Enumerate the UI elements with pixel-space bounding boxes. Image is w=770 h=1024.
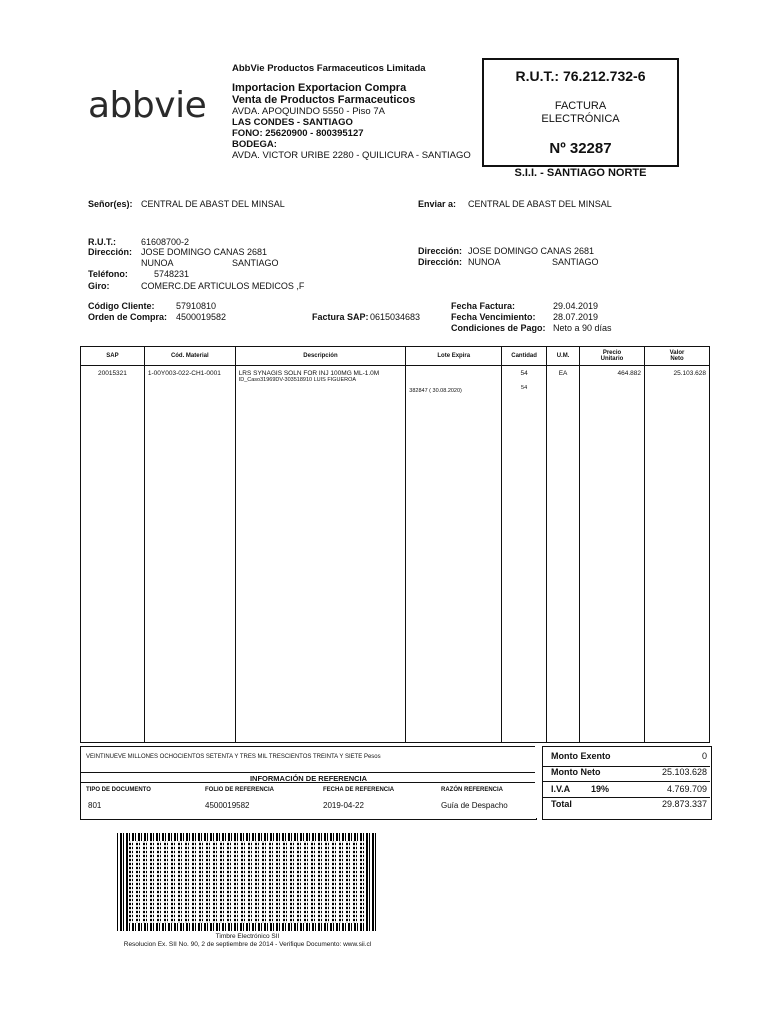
- client-city: SANTIAGO: [232, 258, 279, 268]
- issuer-activity-1: Importacion Exportacion Compra: [232, 82, 407, 94]
- col-header-sap: SAP: [81, 347, 145, 366]
- ship-comuna: NUNOA: [468, 257, 501, 267]
- issuer-phone: FONO: 25620900 - 800395127: [232, 128, 364, 139]
- amount-reference-box: [80, 746, 537, 820]
- issuer-rut: R.U.T.: 76.212.732-6: [515, 68, 646, 84]
- invoice-date-label: Fecha Factura:: [451, 301, 516, 311]
- total-row: [551, 799, 707, 809]
- ship-address2-label: Dirección:: [418, 257, 463, 267]
- client-rut-label: R.U.T.:: [88, 237, 116, 247]
- purchase-order-label: Orden de Compra:: [88, 312, 168, 322]
- ref-folio: 4500019582: [205, 801, 250, 810]
- client-code-label: Código Cliente:: [88, 301, 155, 311]
- issuer-city: LAS CONDES - SANTIAGO: [232, 117, 353, 128]
- net-value: 25.103.628: [661, 767, 707, 777]
- quantity-value-2: 54: [521, 385, 528, 391]
- col-header-description: Descripción: [235, 347, 406, 366]
- vat-label: I.V.A: [551, 784, 571, 794]
- client-address-label: Dirección:: [88, 247, 133, 257]
- ship-address-label: Dirección:: [418, 246, 463, 256]
- description-line-2: ID_Caso31969DV-303518910 LUIS FIGUEROA: [238, 377, 357, 383]
- net-row: [551, 767, 707, 777]
- issuer-activity-2: Venta de Productos Farmaceuticos: [232, 94, 416, 106]
- client-comuna: NUNOA: [141, 258, 174, 268]
- issuer-address: AVDA. APOQUINDO 5550 - Piso 7A: [232, 106, 385, 117]
- document-type-line-1: FACTURA: [554, 100, 607, 112]
- senor-value: CENTRAL DE ABAST DEL MINSAL: [141, 199, 285, 209]
- ref-header-folio: FOLIO DE REFERENCIA: [205, 787, 275, 793]
- client-rut-value: 61608700-2: [141, 237, 190, 247]
- payment-terms-value: Neto a 90 días: [553, 323, 612, 333]
- vat-value: 4.769.709: [666, 784, 707, 794]
- due-date-label: Fecha Vencimiento:: [451, 312, 536, 322]
- cell-unit: EA: [547, 366, 580, 743]
- senor-label: Señor(es):: [88, 199, 133, 209]
- payment-terms-label: Condiciones de Pago:: [451, 323, 546, 333]
- col-header-unit: U.M.: [547, 347, 580, 366]
- divider: [542, 766, 710, 767]
- client-phone-value: 5748231: [154, 269, 190, 279]
- cell-net-value: 25.103.628: [644, 366, 709, 743]
- vat-percent: 19%: [591, 784, 610, 794]
- total-label: Total: [551, 799, 572, 809]
- lot-value: 382847 ( 30.08.2020): [409, 388, 462, 394]
- cell-lot: [406, 366, 502, 743]
- col-header-lot: Lote Expira: [406, 347, 502, 366]
- enviar-value: CENTRAL DE ABAST DEL MINSAL: [468, 199, 612, 209]
- divider: [542, 781, 710, 782]
- total-value: 29.873.337: [661, 799, 707, 809]
- stamp-title: Timbre Electrónico SII: [215, 933, 280, 940]
- exempt-label: Monto Exento: [551, 751, 611, 761]
- invoice-date-value: 29.04.2019: [553, 301, 599, 311]
- client-giro-label: Giro:: [88, 281, 110, 291]
- client-address-value: JOSE DOMINGO CANAS 2681: [141, 247, 268, 257]
- exempt-value: 0: [701, 751, 707, 761]
- cell-description: [235, 366, 406, 743]
- sii-office: S.I.I. - SANTIAGO NORTE: [514, 167, 647, 179]
- cell-sap: 20015321: [81, 366, 145, 743]
- purchase-order-value: 4500019582: [176, 312, 227, 322]
- col-header-net-value: Valor Neto: [644, 347, 709, 366]
- company-logo: abbvie: [88, 85, 207, 126]
- exempt-row: [551, 751, 707, 761]
- enviar-label: Enviar a:: [418, 199, 457, 209]
- net-label: Monto Neto: [551, 767, 601, 777]
- document-type: [484, 100, 677, 126]
- table-header-row: [81, 347, 710, 366]
- quantity-value: 54: [520, 370, 528, 377]
- reference-title: INFORMACIÓN DE REFERENCIA: [249, 774, 368, 783]
- issuer-name: AbbVie Productos Farmaceuticos Limitada: [232, 63, 426, 74]
- cell-material: 1-00Y003-022-CH1-0001: [144, 366, 235, 743]
- client-giro-value: COMERC.DE ARTICULOS MEDICOS ,F: [141, 281, 305, 291]
- stamp-caption: [80, 933, 415, 949]
- ref-reason: Guía de Despacho: [441, 801, 508, 810]
- totals-box: [542, 746, 712, 820]
- ship-address-value: JOSE DOMINGO CANAS 2681: [468, 246, 595, 256]
- vat-row: [551, 784, 707, 794]
- due-date-value: 28.07.2019: [553, 312, 599, 322]
- ref-header-reason: RAZÓN REFERENCIA: [441, 787, 504, 793]
- ship-city: SANTIAGO: [552, 257, 599, 267]
- issuer-block: [232, 63, 482, 161]
- electronic-stamp-barcode: [117, 833, 377, 931]
- ref-doc-type: 801: [88, 801, 102, 810]
- divider: [542, 797, 710, 798]
- ref-header-doc-type: TIPO DE DOCUMENTO: [86, 787, 151, 793]
- table-row: [81, 366, 710, 743]
- issuer-warehouse-label: BODEGA:: [232, 139, 277, 150]
- divider: [81, 772, 536, 773]
- col-header-quantity: Cantidad: [502, 347, 547, 366]
- items-table: [80, 346, 710, 743]
- ref-date: 2019-04-22: [323, 801, 364, 810]
- cell-quantity: [502, 366, 547, 743]
- col-header-unit-price: Precio Unitario: [580, 347, 645, 366]
- folio-number: Nº 32287: [549, 140, 612, 157]
- description-line-1: LRS SYNAGIS SOLN FOR INJ 100MG ML-1.0M: [238, 370, 380, 377]
- sap-invoice-label: Factura SAP:: [312, 312, 369, 322]
- sap-invoice-value: 0615034683: [370, 312, 421, 322]
- amount-in-words: VEINTINUEVE MILLONES OCHOCIENTOS SETENTA Y TRES MIL TRESCIENTOS TREINTA Y SIETE Pesos: [86, 754, 381, 760]
- rut-box: [482, 58, 679, 167]
- cell-unit-price: 464.882: [580, 366, 645, 743]
- ref-header-date: FECHA DE REFERENCIA: [323, 787, 395, 793]
- divider: [81, 782, 536, 783]
- issuer-warehouse: AVDA. VICTOR URIBE 2280 - QUILICURA - SANTIAGO: [232, 150, 471, 161]
- col-header-material: Cód. Material: [144, 347, 235, 366]
- document-type-line-2: ELECTRÓNICA: [541, 113, 620, 125]
- client-phone-label: Teléfono:: [88, 269, 128, 279]
- stamp-resolution: Resolucion Ex. SII No. 90, 2 de septiembre de 2014 - Verifique Documento: www.sii.cl: [123, 941, 372, 948]
- client-code-value: 57910810: [176, 301, 217, 311]
